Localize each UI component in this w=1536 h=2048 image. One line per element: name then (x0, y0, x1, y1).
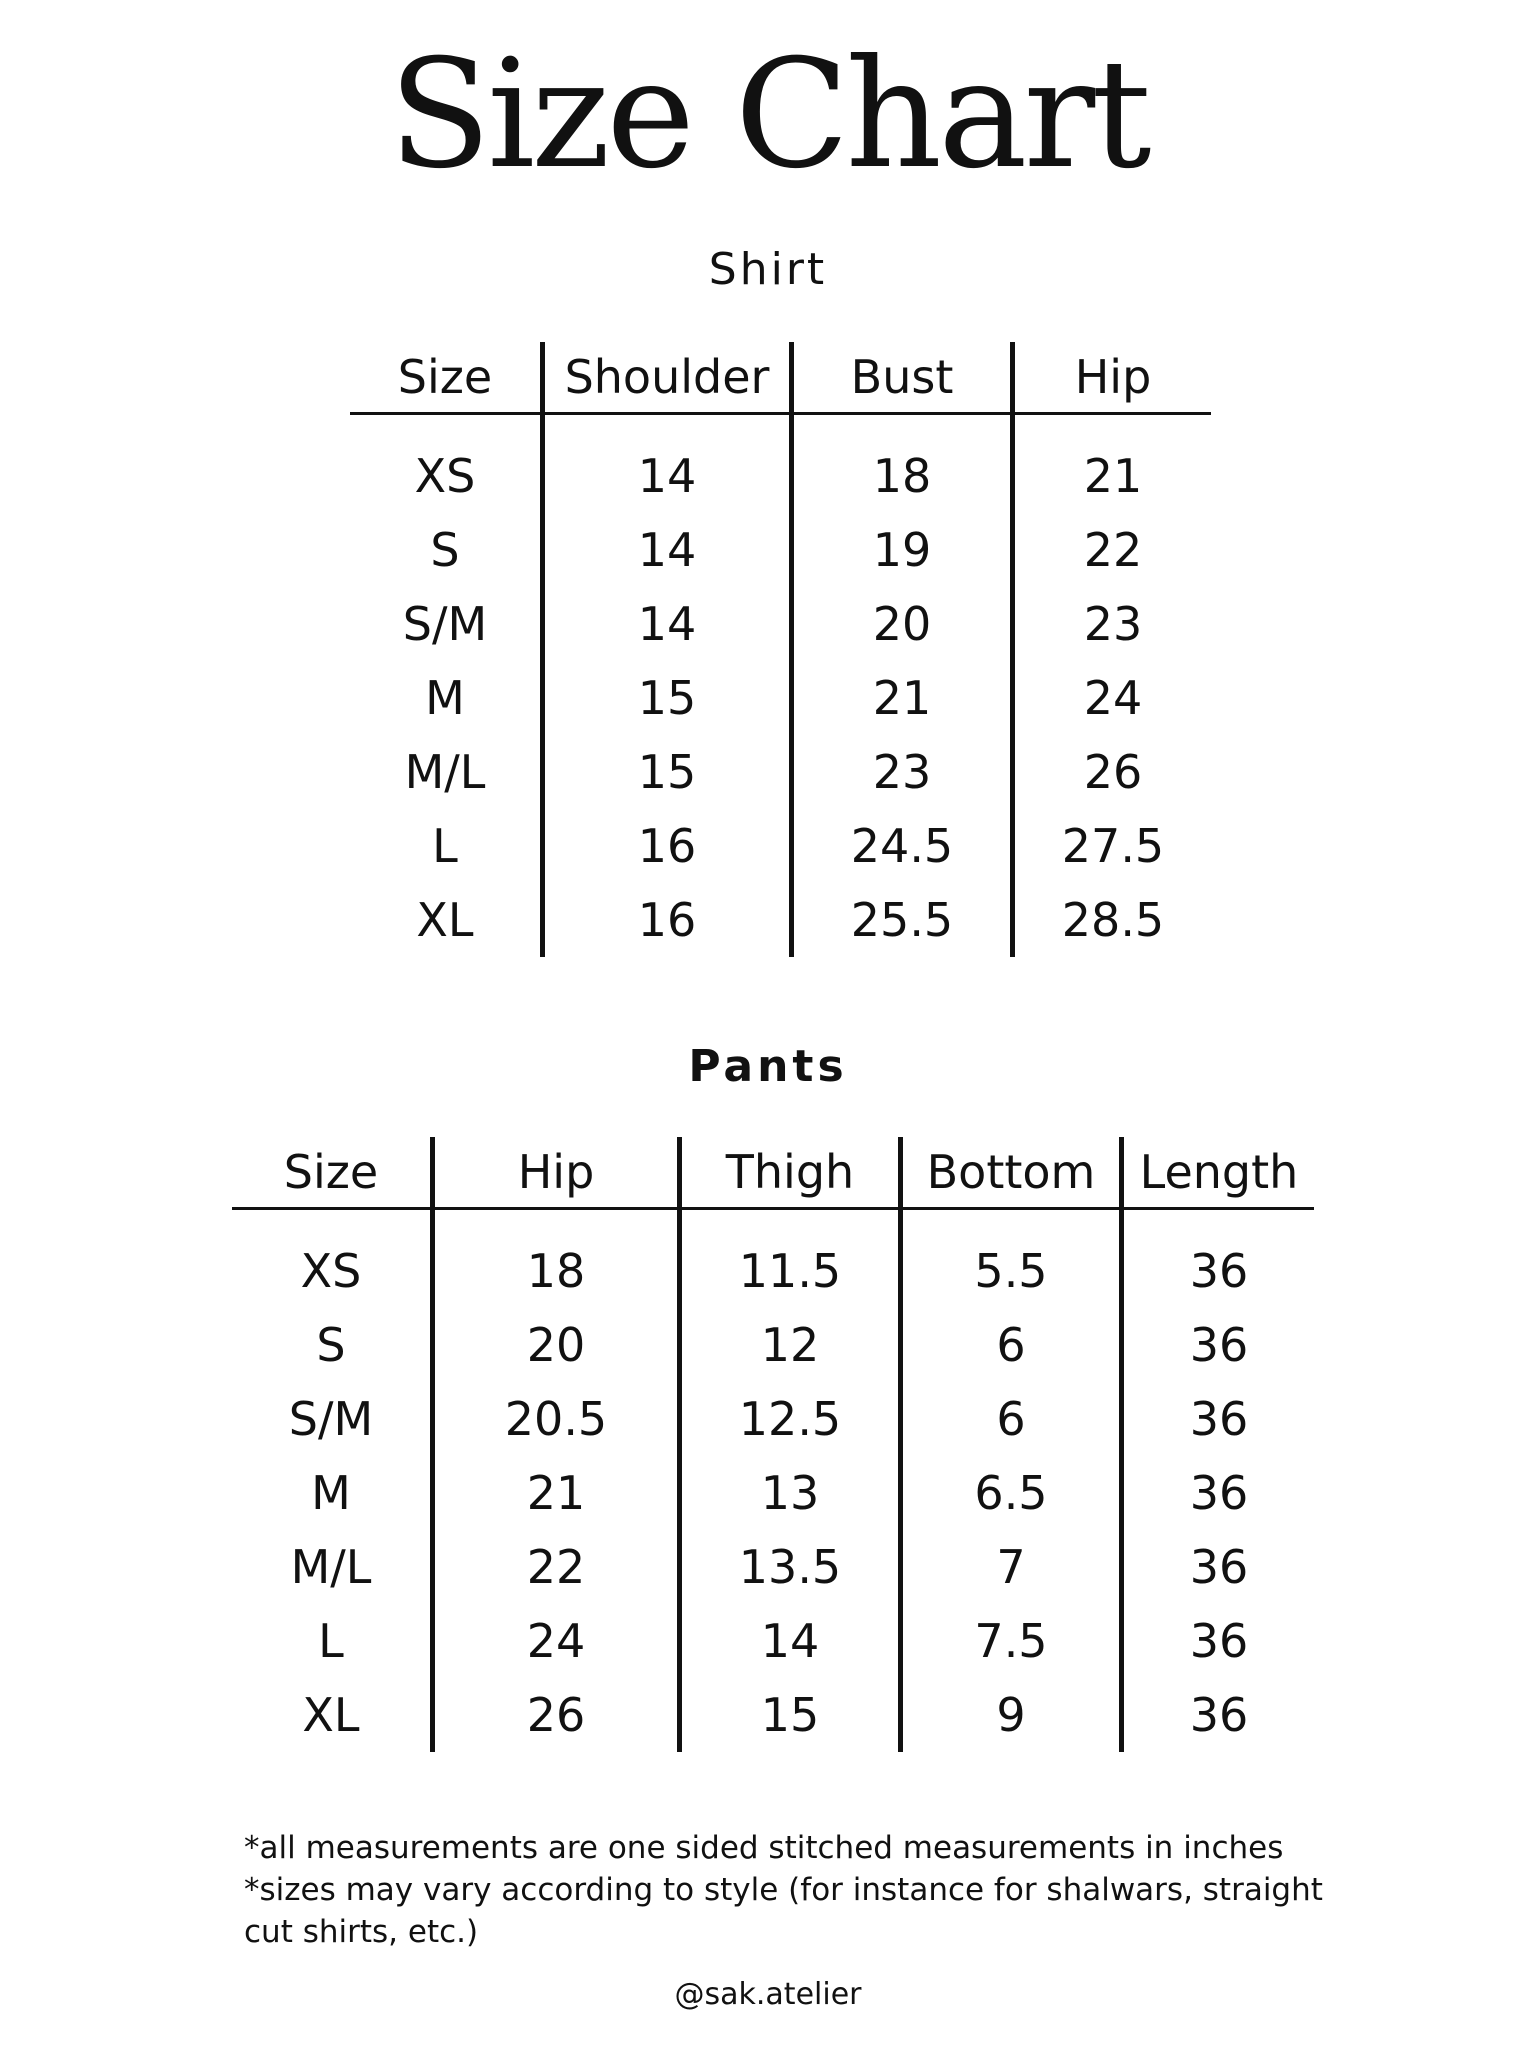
shirt-measurement-cell: 21 (1013, 414, 1212, 514)
shirt-measurement-cell: 27.5 (1013, 809, 1212, 883)
pants-col-header: Thigh (680, 1137, 901, 1209)
pants-measurement-cell: 18 (433, 1209, 680, 1309)
pants-measurement-cell: 14 (680, 1604, 901, 1678)
pants-measurement-cell: 21 (433, 1456, 680, 1530)
shirt-table-row (350, 513, 1211, 587)
pants-size-table (232, 1137, 1314, 1752)
pants-measurement-cell: 36 (1122, 1604, 1315, 1678)
pants-size-cell: XS (300, 1244, 362, 1298)
footnotes (244, 1827, 1344, 1953)
pants-section-title: Pants (688, 1041, 848, 1092)
shirt-size-cell: M/L (404, 745, 486, 799)
pants-measurement-cell: 20 (433, 1308, 680, 1382)
shirt-measurement-cell: 23 (792, 735, 1013, 809)
footnote-measurements: *all measurements are one sided stitched measurements in inches (244, 1830, 1284, 1866)
shirt-table-row (350, 735, 1211, 809)
shirt-measurement-cell: 15 (543, 735, 792, 809)
pants-measurement-cell: 6.5 (901, 1456, 1122, 1530)
pants-table-row (232, 1308, 1314, 1382)
pants-measurement-cell: 36 (1122, 1209, 1315, 1309)
shirt-measurement-cell: 21 (792, 661, 1013, 735)
shirt-size-table (350, 342, 1211, 957)
shirt-col-header: Bust (792, 342, 1013, 414)
shirt-size-cell: S/M (402, 597, 488, 651)
shirt-size-cell: L (432, 819, 458, 873)
shirt-table-row (350, 661, 1211, 735)
pants-measurement-cell: 5.5 (901, 1209, 1122, 1309)
shirt-section-title: Shirt (708, 244, 828, 295)
pants-measurement-cell: 7 (901, 1530, 1122, 1604)
brand-handle: @sak.atelier (674, 1977, 862, 2012)
shirt-measurement-cell: 23 (1013, 587, 1212, 661)
pants-table-row (232, 1530, 1314, 1604)
pants-measurement-cell: 12.5 (680, 1382, 901, 1456)
pants-measurement-cell: 36 (1122, 1678, 1315, 1752)
shirt-measurement-cell: 24 (1013, 661, 1212, 735)
pants-table-row (232, 1456, 1314, 1530)
shirt-size-cell: XS (414, 449, 476, 503)
pants-col-header: Length (1122, 1137, 1315, 1209)
pants-measurement-cell: 36 (1122, 1456, 1315, 1530)
pants-measurement-cell: 12 (680, 1308, 901, 1382)
pants-measurement-cell: 13 (680, 1456, 901, 1530)
pants-table-row (232, 1209, 1314, 1309)
shirt-measurement-cell: 28.5 (1013, 883, 1212, 957)
pants-size-cell: S (316, 1318, 346, 1372)
footnote-style-variance: *sizes may vary according to style (for instance for shalwars, straight cut shirts, etc.) (244, 1872, 1323, 1950)
shirt-measurement-cell: 20 (792, 587, 1013, 661)
pants-measurement-cell: 11.5 (680, 1209, 901, 1309)
shirt-size-cell: S (430, 523, 460, 577)
shirt-header-row (350, 342, 1211, 414)
pants-measurement-cell: 36 (1122, 1530, 1315, 1604)
shirt-col-header: Shoulder (543, 342, 792, 414)
pants-measurement-cell: 22 (433, 1530, 680, 1604)
shirt-measurement-cell: 14 (543, 513, 792, 587)
pants-size-cell: L (318, 1614, 344, 1668)
pants-measurement-cell: 9 (901, 1678, 1122, 1752)
shirt-table-row (350, 587, 1211, 661)
pants-measurement-cell: 36 (1122, 1308, 1315, 1382)
pants-size-cell: M/L (290, 1540, 372, 1594)
pants-measurement-cell: 26 (433, 1678, 680, 1752)
shirt-measurement-cell: 22 (1013, 513, 1212, 587)
pants-col-header: Hip (433, 1137, 680, 1209)
page-title: Size Chart (388, 28, 1148, 202)
shirt-measurement-cell: 19 (792, 513, 1013, 587)
shirt-size-cell: M (425, 671, 465, 725)
shirt-table-row (350, 414, 1211, 514)
pants-measurement-cell: 36 (1122, 1382, 1315, 1456)
pants-table-row (232, 1382, 1314, 1456)
shirt-measurement-cell: 25.5 (792, 883, 1013, 957)
pants-measurement-cell: 6 (901, 1382, 1122, 1456)
pants-table-row (232, 1678, 1314, 1752)
shirt-measurement-cell: 26 (1013, 735, 1212, 809)
pants-measurement-cell: 13.5 (680, 1530, 901, 1604)
pants-measurement-cell: 6 (901, 1308, 1122, 1382)
shirt-size-cell: XL (416, 893, 474, 947)
pants-size-cell: XL (302, 1688, 360, 1742)
shirt-table-row (350, 809, 1211, 883)
shirt-table-row (350, 883, 1211, 957)
shirt-measurement-cell: 24.5 (792, 809, 1013, 883)
shirt-col-header: Hip (1013, 342, 1212, 414)
pants-header-row (232, 1137, 1314, 1209)
shirt-measurement-cell: 16 (543, 883, 792, 957)
shirt-measurement-cell: 16 (543, 809, 792, 883)
pants-size-cell: S/M (288, 1392, 374, 1446)
pants-measurement-cell: 7.5 (901, 1604, 1122, 1678)
pants-measurement-cell: 15 (680, 1678, 901, 1752)
pants-col-header: Bottom (901, 1137, 1122, 1209)
pants-measurement-cell: 24 (433, 1604, 680, 1678)
pants-measurement-cell: 20.5 (433, 1382, 680, 1456)
shirt-col-header: Size (350, 342, 543, 414)
pants-size-cell: M (311, 1466, 351, 1520)
pants-table-row (232, 1604, 1314, 1678)
pants-col-header: Size (232, 1137, 433, 1209)
shirt-measurement-cell: 14 (543, 414, 792, 514)
shirt-measurement-cell: 18 (792, 414, 1013, 514)
shirt-measurement-cell: 14 (543, 587, 792, 661)
shirt-measurement-cell: 15 (543, 661, 792, 735)
